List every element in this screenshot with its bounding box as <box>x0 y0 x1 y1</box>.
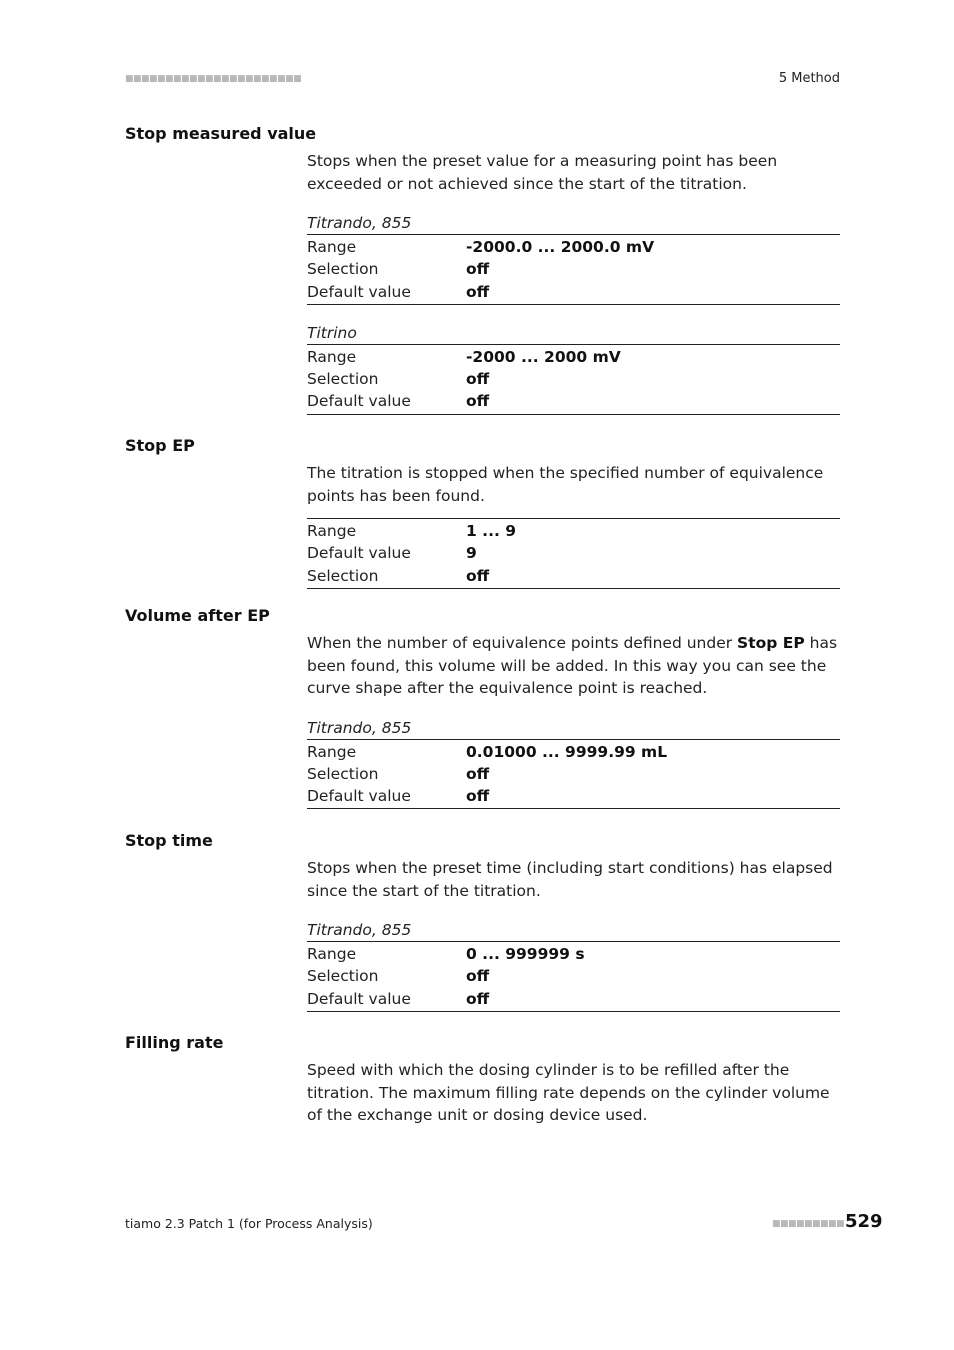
table-row <box>307 943 840 965</box>
param-value: off <box>466 967 490 986</box>
inline-reference: Stop EP <box>737 634 805 652</box>
table-row <box>307 741 840 763</box>
param-value: off <box>466 764 490 783</box>
device-label: Titrino <box>307 323 840 345</box>
section-description: Stops when the preset time (including start conditions) has elapsed since the start of the titration. <box>307 859 833 900</box>
param-value: off <box>466 260 490 279</box>
footer-document-title: tiamo 2.3 Patch 1 (for Process Analysis) <box>125 1216 373 1231</box>
table-row <box>307 565 840 587</box>
param-key: Default value <box>307 544 411 563</box>
chapter-title: 5 Method <box>778 71 840 86</box>
section-body <box>307 632 840 809</box>
table-row <box>307 390 840 412</box>
param-value: 0 ... 999999 s <box>466 945 585 963</box>
section-body <box>307 857 840 1012</box>
table-row <box>307 346 840 368</box>
param-value: off <box>466 787 490 806</box>
section-title: Filling rate <box>125 1033 224 1052</box>
param-key: Range <box>307 945 357 963</box>
device-label: Titrando, 855 <box>307 920 840 942</box>
device-label: Titrando, 855 <box>307 213 840 235</box>
param-value: off <box>466 282 490 301</box>
table-row <box>307 988 840 1010</box>
param-key: Selection <box>307 764 379 783</box>
section-description: The titration is stopped when the specified number of equivalence points has been found. <box>307 464 824 505</box>
parameter-table <box>307 323 840 415</box>
table-row <box>307 281 840 303</box>
param-key: Range <box>307 238 357 256</box>
section-description: When the number of equivalence points defined under Stop EP has been found, this volume will be added. In this way you can see the curve shape after the equivalence point is reached. <box>307 634 838 697</box>
param-value: -2000 ... 2000 mV <box>466 347 621 366</box>
header-decoration: ■■■■■■■■■■■■■■■■■■■■■■ <box>125 74 302 84</box>
param-key: Selection <box>307 566 379 585</box>
section-body <box>307 462 840 589</box>
table-row <box>307 368 840 390</box>
parameter-table <box>307 718 840 810</box>
table-row <box>307 236 840 258</box>
table-row <box>307 520 840 542</box>
param-value: 1 ... 9 <box>466 522 517 540</box>
param-key: Range <box>307 742 357 761</box>
param-value: 9 <box>466 544 477 563</box>
param-key: Range <box>307 347 357 366</box>
footer-decoration: ■■■■■■■■■ <box>772 1219 845 1229</box>
param-key: Range <box>307 522 357 540</box>
param-key: Selection <box>307 260 379 279</box>
param-value: off <box>466 370 490 389</box>
param-key: Default value <box>307 989 411 1008</box>
section-description: Stops when the preset value for a measuring point has been exceeded or not achieved since the start of the titration. <box>307 152 778 193</box>
section-title: Volume after EP <box>125 606 270 625</box>
param-value: 0.01000 ... 9999.99 mL <box>466 742 668 761</box>
param-value: off <box>466 989 490 1008</box>
param-key: Default value <box>307 787 411 806</box>
table-row <box>307 763 840 785</box>
section-body <box>307 1059 840 1127</box>
section-title: Stop time <box>125 831 213 850</box>
param-value: off <box>466 392 490 411</box>
param-value: off <box>466 566 490 585</box>
table-row <box>307 785 840 807</box>
param-key: Default value <box>307 392 411 411</box>
section-title: Stop EP <box>125 436 195 455</box>
table-row <box>307 965 840 987</box>
page-number: 529 <box>845 1211 883 1232</box>
parameter-table <box>307 213 840 305</box>
param-value: -2000.0 ... 2000.0 mV <box>466 238 655 256</box>
param-key: Selection <box>307 370 379 389</box>
param-key: Selection <box>307 967 379 986</box>
section-title: Stop measured value <box>125 124 317 143</box>
param-key: Default value <box>307 282 411 301</box>
device-label: Titrando, 855 <box>307 718 840 740</box>
section-description: Speed with which the dosing cylinder is to be refilled after the titration. The maximum filling rate depends on the cylinder volume of the exchange unit or dosing device used. <box>307 1061 830 1124</box>
table-row <box>307 542 840 564</box>
parameter-table <box>307 920 840 1012</box>
parameter-table <box>307 518 840 589</box>
section-body <box>307 150 840 415</box>
table-row <box>307 258 840 280</box>
